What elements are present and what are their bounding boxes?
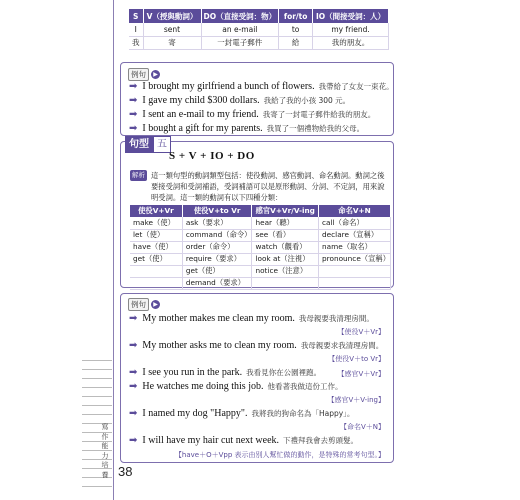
pattern-formula: S + V + IO + DO (169, 150, 255, 162)
side-tab-label: 寫作能力培養 (101, 423, 109, 479)
table-cell: 給 (279, 36, 313, 49)
table-cell: name（取名） (319, 241, 391, 253)
table-cell: require（要求） (182, 253, 252, 265)
table-cell: get（使） (182, 265, 252, 277)
example-box-2 (120, 293, 394, 463)
arrow-icon: ➡ (129, 95, 138, 106)
table-cell: see（看） (252, 229, 319, 241)
table-cell: an e-mail (201, 23, 279, 36)
example-sentence: ➡ I bought a gift for my parents. 我買了一個禮物給我的父母。 (129, 123, 365, 134)
table-header: V（授與動詞） (143, 9, 201, 23)
verb-category-table (130, 205, 391, 290)
table-cell: sent (143, 23, 201, 36)
grammar-note: 【感官V＋V-ing】 (327, 396, 385, 404)
arrow-icon: ➡ (129, 313, 138, 324)
page-margin-rule (113, 0, 114, 500)
arrow-icon: ➡ (129, 435, 138, 446)
table-row (130, 277, 391, 289)
table-row (130, 241, 391, 253)
table-header: IO（間接受詞：人） (313, 9, 389, 23)
play-icon: ▶ (151, 300, 160, 309)
grammar-note: 【感官V＋Vr】 (337, 370, 385, 378)
play-icon: ▶ (151, 70, 160, 79)
table-header: for/to (279, 9, 313, 23)
sentence-structure-table (129, 9, 389, 50)
table-cell: I (129, 23, 143, 36)
arrow-icon: ➡ (129, 408, 138, 419)
example-sentence: ➡ He watches me doing this job. 他看著我做這份工作。 (129, 381, 343, 392)
example-sentence: ➡ My mother makes me clean my room. 我母親要我清理房間。 (129, 313, 374, 324)
example-sentence: ➡ I will have my hair cut next week. 下禮拜我會去剪頭髮。 (129, 435, 359, 446)
grammar-note: 【have＋O＋Vpp 表示由別人幫忙做的動作，是特殊的常考句型。】 (174, 451, 385, 459)
table-header: DO（直接受詞：物） (201, 9, 279, 23)
table-cell: make（使） (130, 217, 182, 229)
table-cell: order（命令） (182, 241, 252, 253)
table-row (129, 36, 389, 49)
table-cell: have（使） (130, 241, 182, 253)
table-cell: 一封電子郵件 (201, 36, 279, 49)
table-cell: watch（觀看） (252, 241, 319, 253)
explanation (130, 170, 388, 203)
grammar-note: 【命名V＋N】 (339, 423, 385, 431)
example-sentence: ➡ I named my dog "Happy". 我將我的狗命名為「Happy」。 (129, 408, 355, 419)
chapter-side-tab (82, 360, 112, 500)
example-sentence: ➡ I see you run in the park. 我看見你在公園裡跑。 (129, 367, 322, 378)
page-number: 38 (118, 464, 133, 479)
table-row (130, 229, 391, 241)
example-sentence: ➡ My mother asks me to clean my room. 我母親要求我清理房間。 (129, 340, 384, 351)
example-sentence: ➡ I gave my child $300 dollars. 我給了我的小孩 300 元。 (129, 95, 351, 106)
table-cell: declare（宣稱） (319, 229, 391, 241)
example-tag: 例句 ▶ (128, 68, 160, 81)
table-cell: get（使） (130, 253, 182, 265)
table-cell: hear（聽） (252, 217, 319, 229)
arrow-icon: ➡ (129, 123, 138, 134)
pattern-heading: 句型 五 (125, 136, 171, 153)
table-cell: ask（要求） (182, 217, 252, 229)
table-row (130, 217, 391, 229)
table-cell (130, 265, 182, 277)
sentence-pattern-box (120, 141, 394, 288)
arrow-icon: ➡ (129, 81, 138, 92)
grammar-note: 【使役V＋to Vr】 (328, 355, 385, 363)
example-sentence: ➡ I sent an e-mail to my friend. 我寄了一封電子郵件給我的朋友。 (129, 109, 376, 120)
table-cell: call（命名） (319, 217, 391, 229)
arrow-icon: ➡ (129, 340, 138, 351)
table-cell: 寄 (143, 36, 201, 49)
table-cell: look at（注視） (252, 253, 319, 265)
table-row (129, 23, 389, 36)
table-cell: let（使） (130, 229, 182, 241)
grammar-note: 【使役V＋Vr】 (337, 328, 385, 336)
table-cell: to (279, 23, 313, 36)
example-sentence: ➡ I brought my girlfriend a bunch of flowers. 我帶給了女友一束花。 (129, 81, 394, 92)
table-row (130, 265, 391, 277)
arrow-icon: ➡ (129, 109, 138, 120)
table-header: 感官V+Vr/V-ing (252, 205, 319, 217)
table-header: 使役V+Vr (130, 205, 182, 217)
table-cell: notice（注意） (252, 265, 319, 277)
explanation-badge: 解析 (132, 171, 145, 179)
example-box-1 (120, 62, 394, 136)
table-header: S (129, 9, 143, 23)
arrow-icon: ➡ (129, 367, 138, 378)
table-header: 命名V+N (319, 205, 391, 217)
table-header: 使役V+to Vr (182, 205, 252, 217)
example-tag: 例句 ▶ (128, 298, 160, 311)
table-cell: pronounce（宣稱） (319, 253, 391, 265)
table-row (130, 253, 391, 265)
arrow-icon: ➡ (129, 381, 138, 392)
table-cell: demand（要求） (182, 277, 252, 289)
table-cell: 我的朋友。 (313, 36, 389, 49)
table-cell: 我 (129, 36, 143, 49)
table-cell (319, 277, 391, 289)
table-cell (252, 277, 319, 289)
table-cell (130, 277, 182, 289)
table-cell: my friend. (313, 23, 389, 36)
table-cell: command（命令） (182, 229, 252, 241)
explanation-text: 這一類句型的動詞類型包括：使役動詞、感官動詞、命名動詞。動詞之後要接受詞和受詞補語，受詞補語可以是原形動詞、分詞、不定詞，用來說明受詞。這一類的動詞有以下四種分類： (151, 171, 385, 202)
table-cell (319, 265, 391, 277)
